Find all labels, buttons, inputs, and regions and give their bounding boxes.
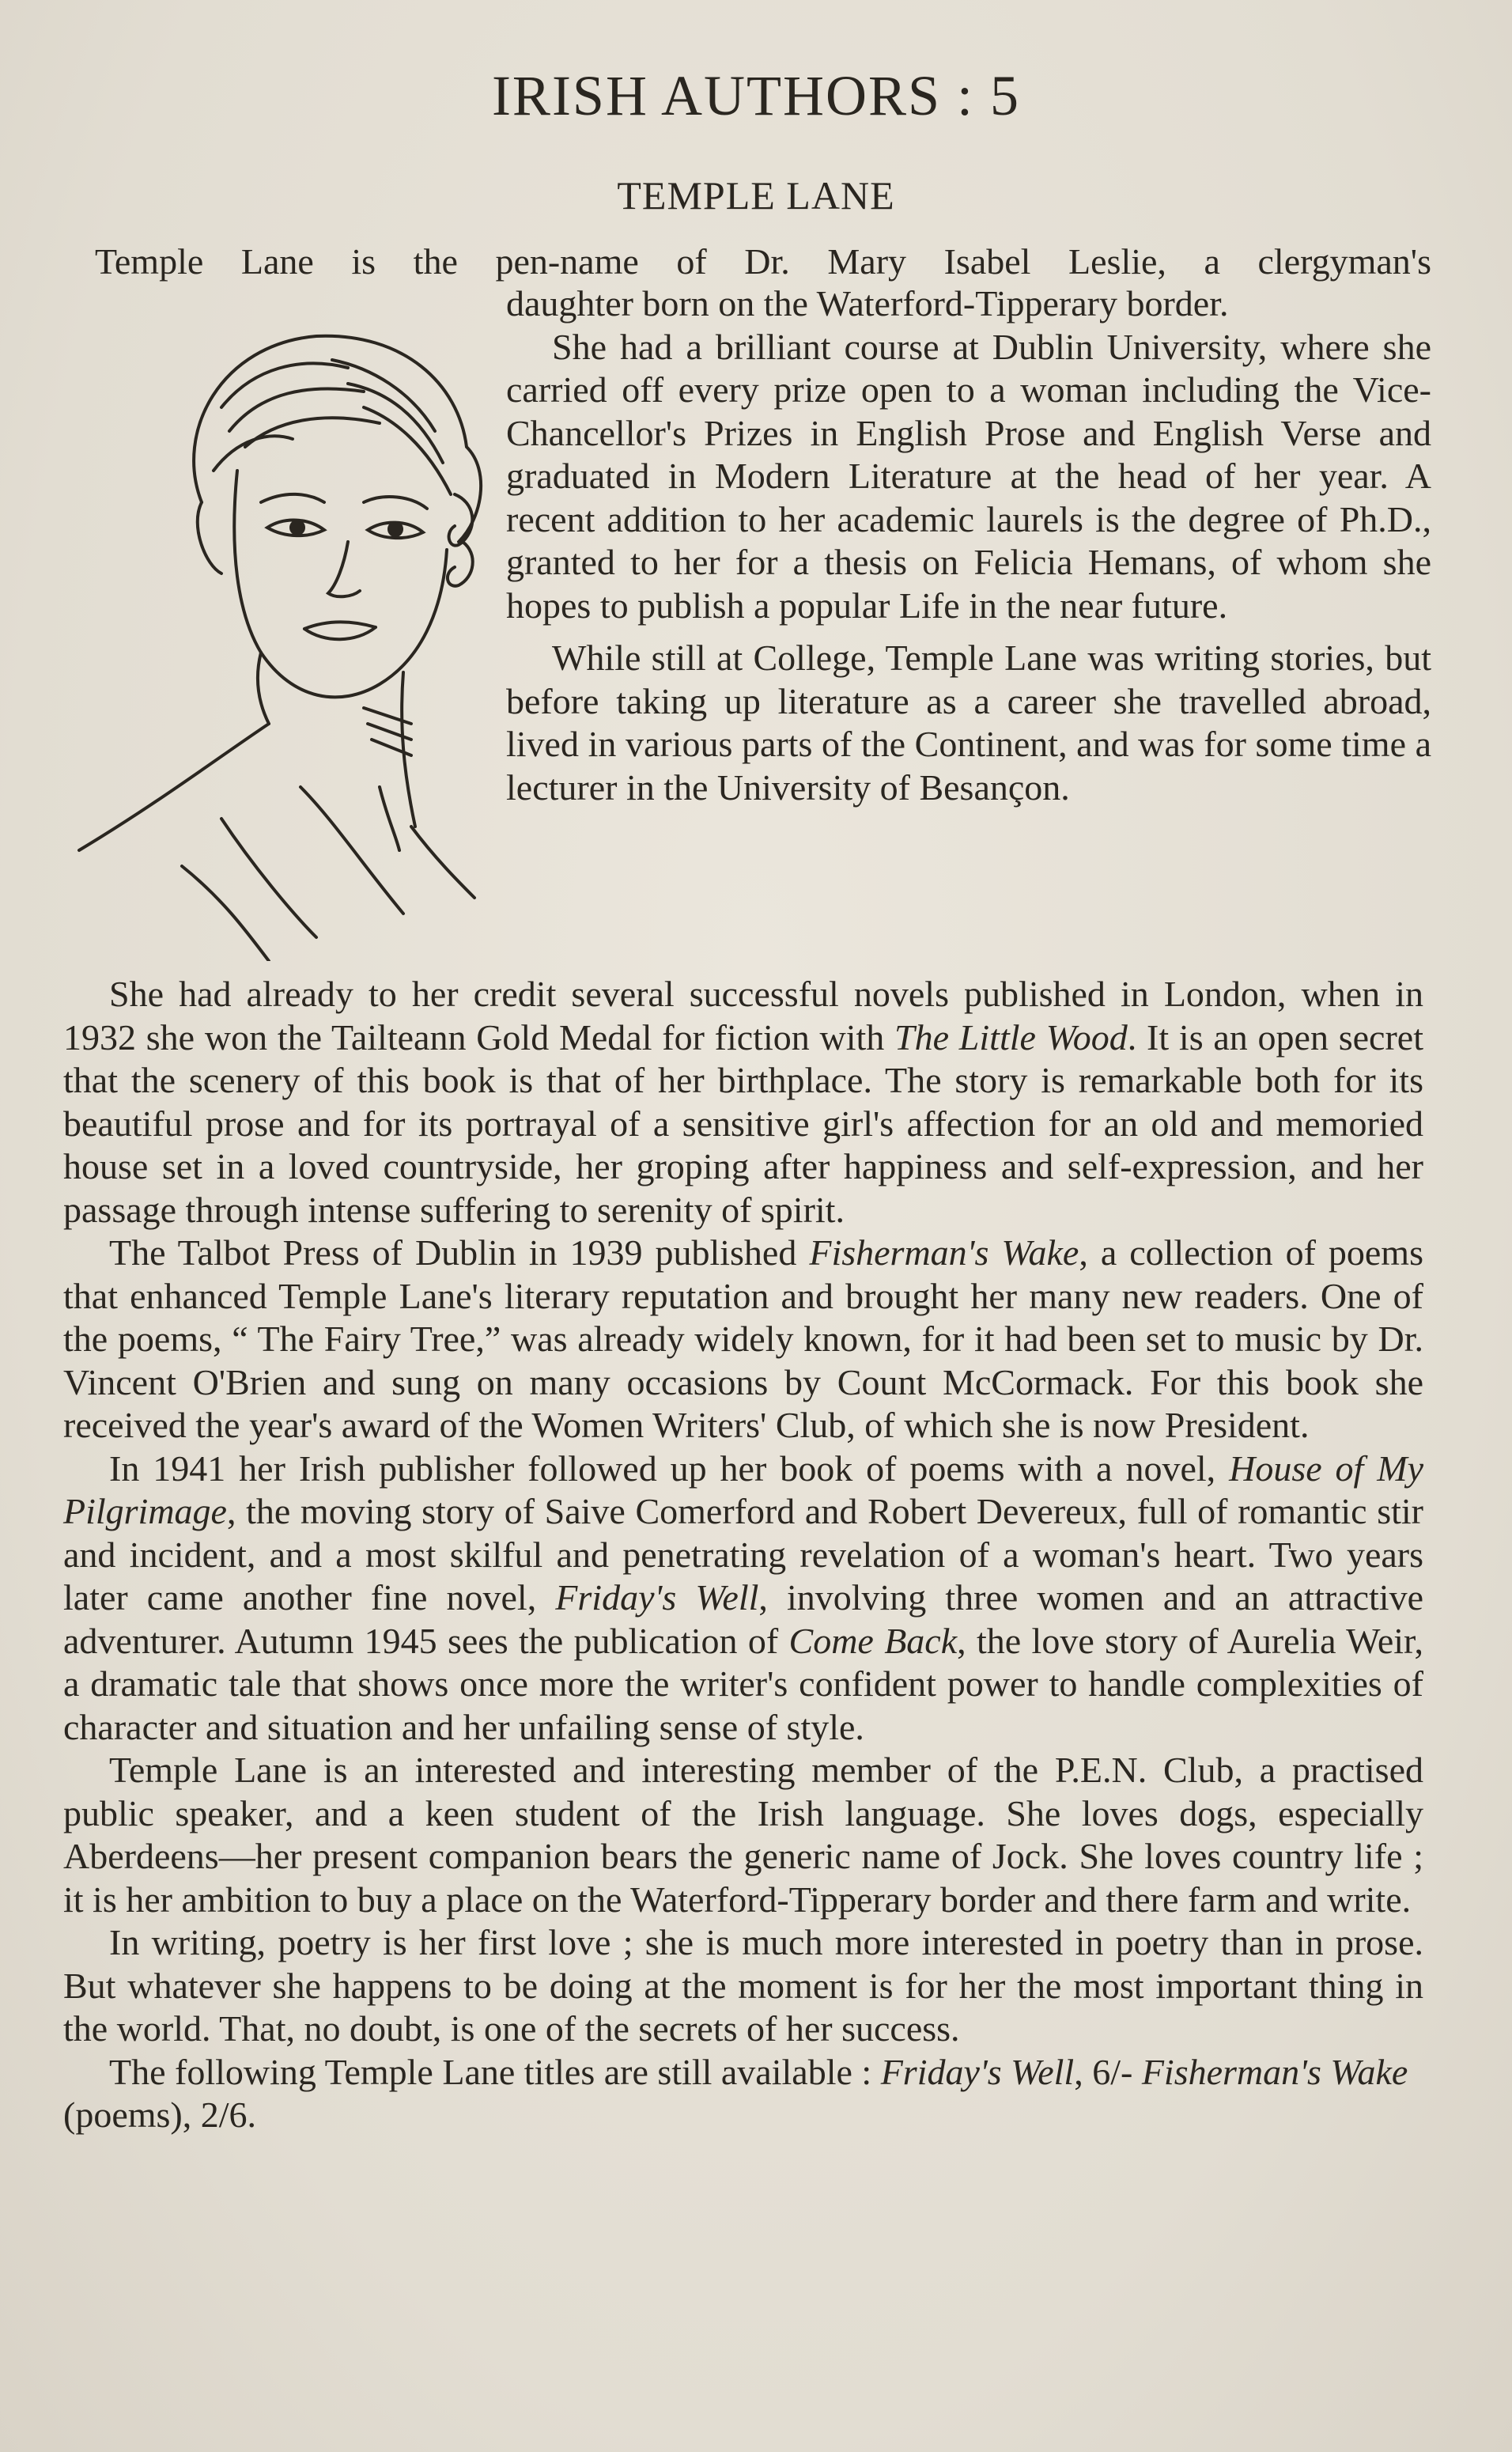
book-title: Friday's Well xyxy=(880,2051,1075,2092)
paragraph-poetry: In writing, poetry is her first love ; she is much more interested in poetry than in prose. But whatever she happens to be doing at the moment is for her the most important thing in the world. That, no doubt, is one of the secrets of her success. xyxy=(63,1922,1423,2049)
paragraph-novels: In 1941 her Irish publisher followed up her book of poems with a novel, House of My Pilgrimage, the moving story of Saive Comerford and Robert Devereux, full of romantic stir and incident, and a most skilful and penetrating revelation of a woman's heart. Two years later came another fine novel, Friday's Well, involving three women and an attractive adventurer. Autumn 1945 sees the publication of Come Back, the love story of Aurelia Weir, a dramatic tale that shows once more the writer's confident power to handle complexities of character and situation and her unfailing sense of style. xyxy=(63,1447,1423,1747)
book-title: House of My Pilgrimage xyxy=(63,1447,1423,1531)
page-title: IRISH AUTHORS : 5 xyxy=(491,64,1021,127)
paragraph-available-titles: The following Temple Lane titles are still available : Friday's Well, 6/- Fisherman's Wake (poems), 2/6. xyxy=(63,2051,1408,2135)
book-title: Fisherman's Wake xyxy=(1141,2051,1408,2092)
paragraph-fishermans-wake: The Talbot Press of Dublin in 1939 published Fisherman's Wake, a collection of poems that enhanced Temple Lane's literary reputation and brought her many new readers. One of the poems, “ The Fairy Tree,” was already widely known, for it had been set to music by Dr. Vincent O'Brien and sung on many occasions by Count McCormack. For this book she received the year's award of the Women Writers' Club, of which she is now President. xyxy=(63,1232,1423,1445)
paragraph-little-wood: She had already to her credit several successful novels published in London, when in 1932 she won the Tailteann Gold Medal for fiction with The Little Wood. It is an open secret that the scenery of this book is that of her birthplace. The story is remarkable both for its beautiful prose and for its portrayal of a sensitive girl's affection for an old and memoried house set in a loved countryside, her groping after happiness and self-expression, and her passage through intense suffering to serenity of spirit. xyxy=(63,974,1423,1230)
portrait-sketch-of-woman-icon xyxy=(63,312,490,961)
book-title: Friday's Well xyxy=(555,1577,759,1618)
book-title: The Little Wood xyxy=(894,1016,1128,1058)
side-column xyxy=(506,282,1431,809)
author-name-heading: TEMPLE LANE xyxy=(617,173,895,218)
intro-line-text: Temple Lane is the pen-name of Dr. Mary Isabel Leslie, a clergyman's xyxy=(95,241,1431,282)
side-paragraph-3: While still at College, Temple Lane was writing stories, but before taking up literature as a career she travelled abroad, lived in various parts of the Continent, and was for some time a lecturer in the University of Besançon. xyxy=(506,638,1431,808)
side-paragraph-1: daughter born on the Waterford-Tipperary border. xyxy=(506,283,1229,324)
paragraph-pen-club: Temple Lane is an interested and interesting member of the P.E.N. Club, a practised public speaker, and a keen student of the Irish language. She loves dogs, especially Aberdeens—her present companion bears the generic name of Jock. She loves country life ; it is her ambition to buy a place on the Waterford-Tipperary border and there farm and write. xyxy=(63,1750,1423,1920)
book-title: Fisherman's Wake xyxy=(809,1232,1079,1273)
side-paragraph-2: She had a brilliant course at Dublin University, where she carried off every prize open to a woman including the Vice-Chancellor's Prizes in English Prose and English Verse and graduated in Modern Literature at the head of her year. A recent addition to her academic laurels is the degree of Ph.D., granted to her for a thesis on Felicia Hemans, of whom she hopes to publish a popular Life in the near future. xyxy=(506,326,1431,626)
book-title: Come Back xyxy=(788,1620,958,1661)
main-body xyxy=(63,973,1423,2137)
intro-line xyxy=(95,240,1431,284)
